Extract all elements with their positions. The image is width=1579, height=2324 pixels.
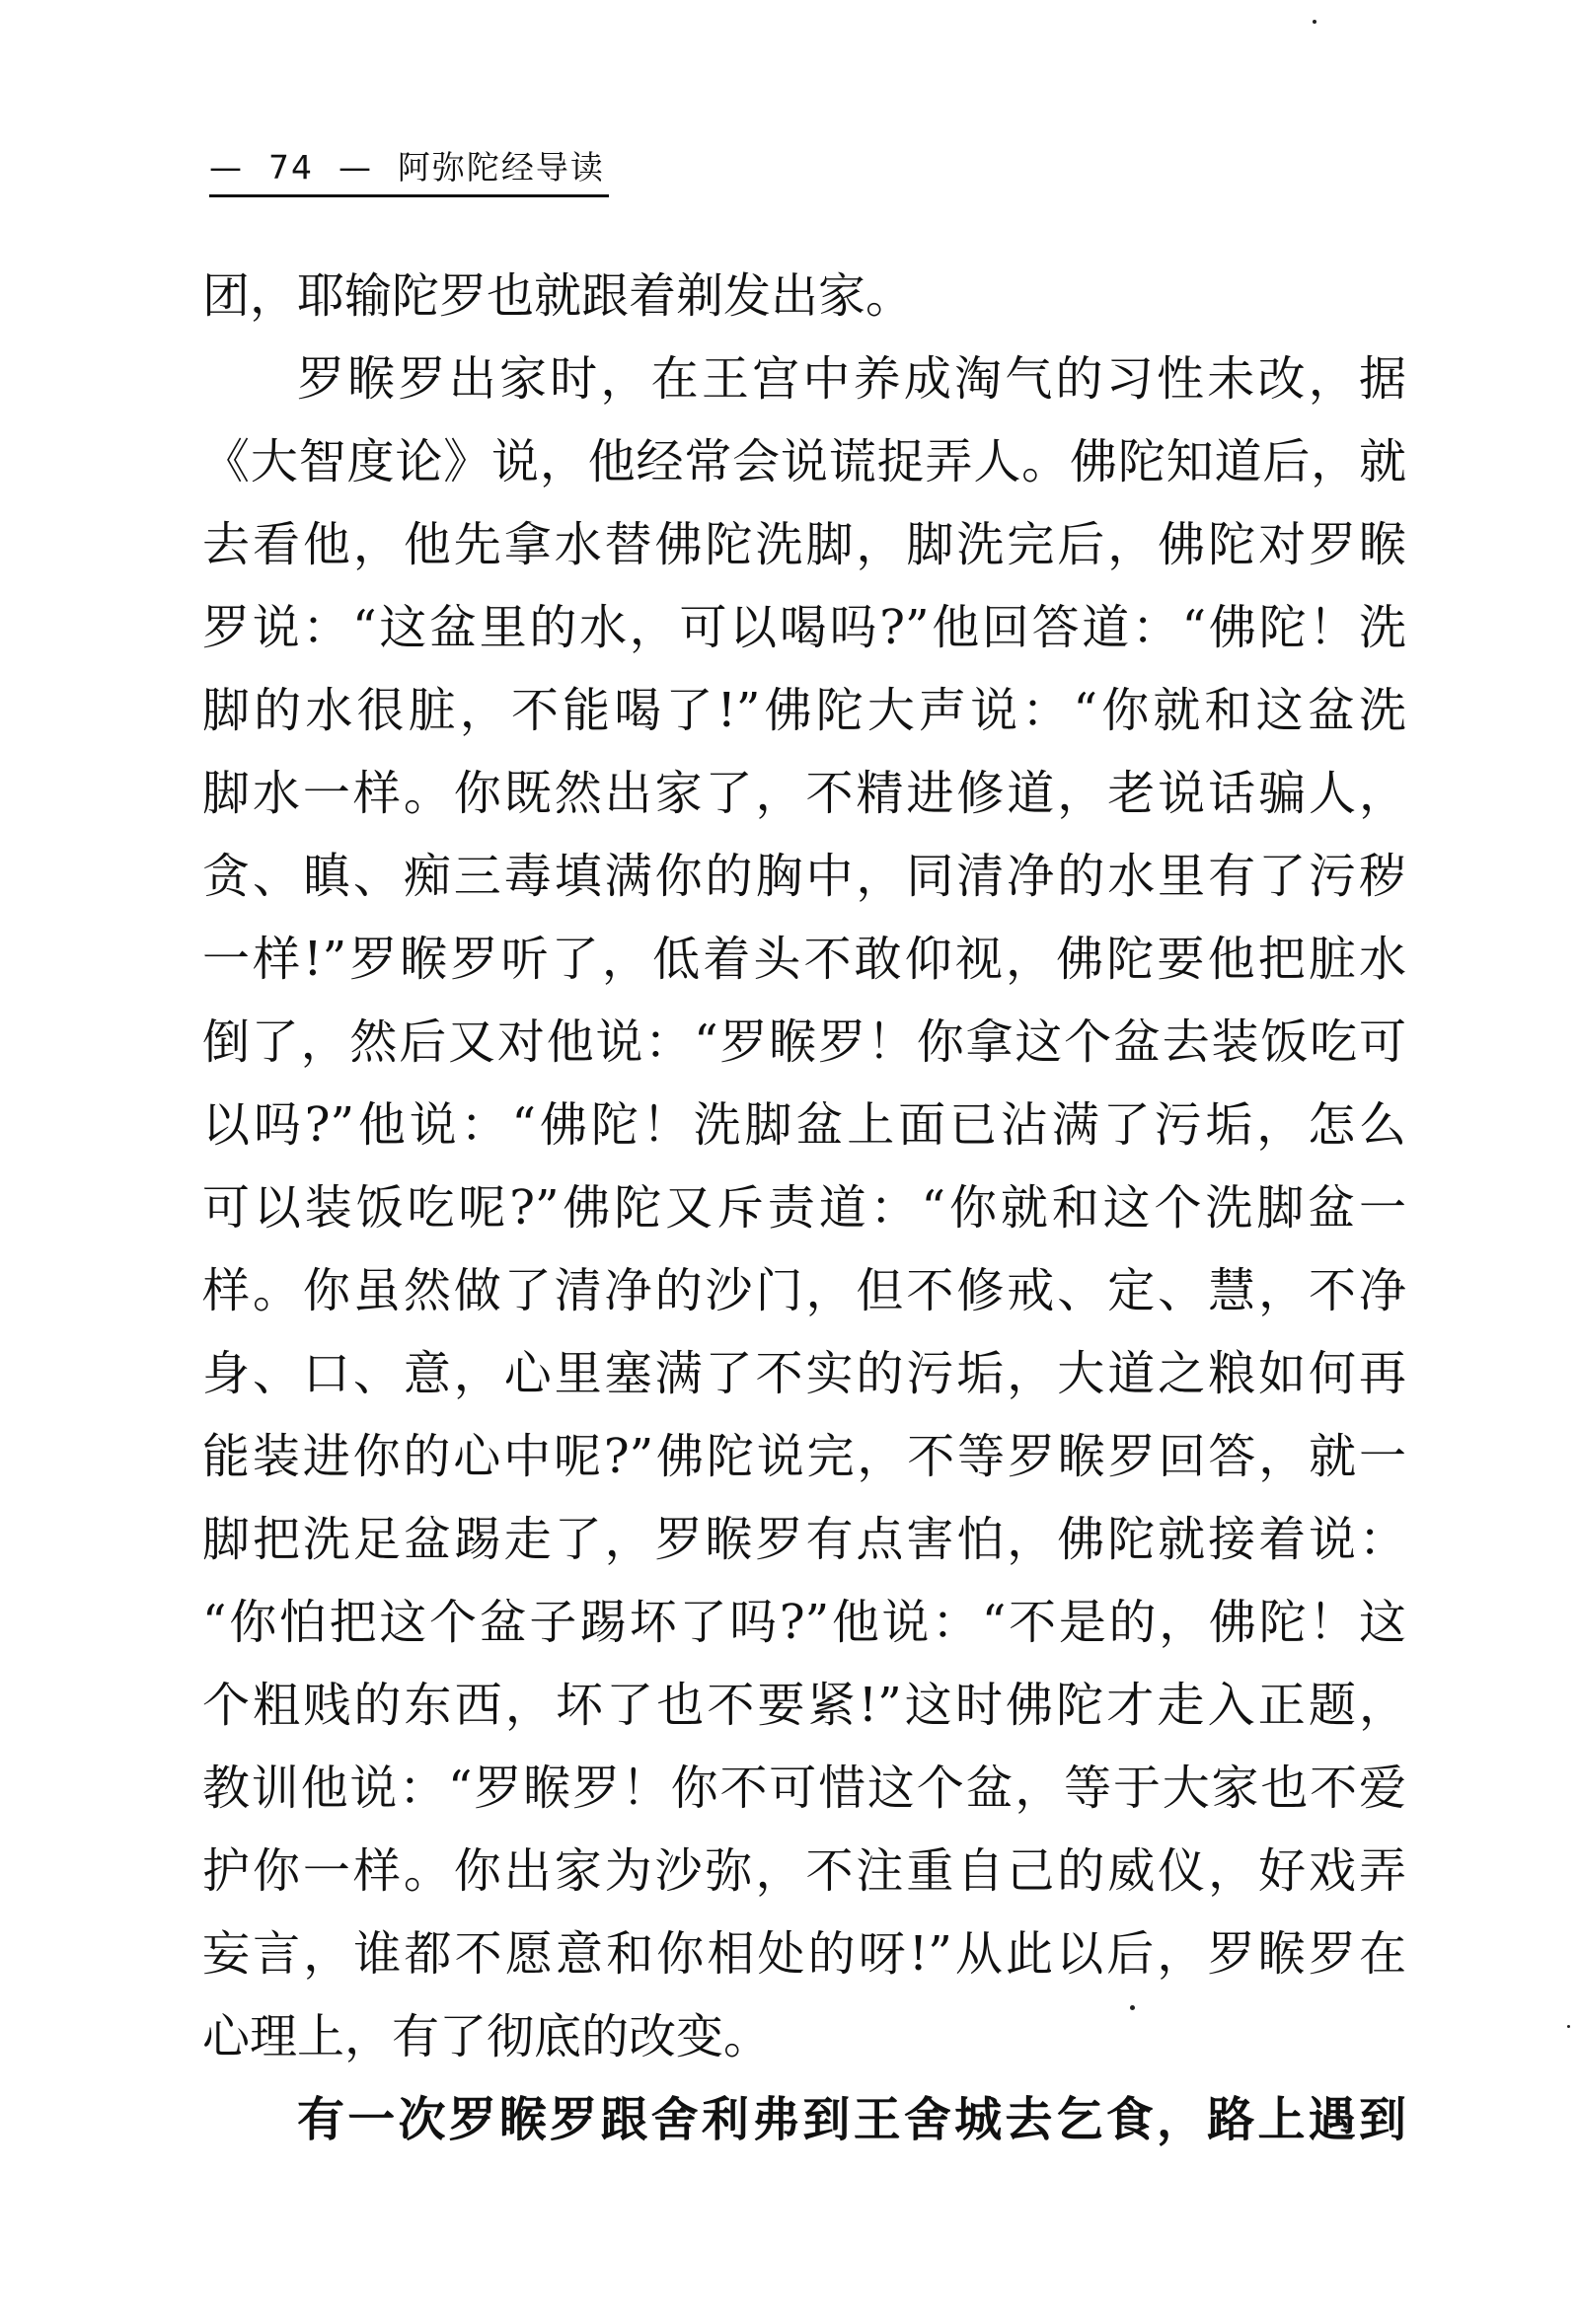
text-line: 贪、瞋、痴三毒填满你的胸中，同清净的水里有了污秽 xyxy=(202,849,1406,904)
header-rule xyxy=(209,194,609,197)
header-page-number-and-title: — 74 — 阿弥陀经导读 xyxy=(209,148,605,187)
running-header xyxy=(209,146,683,197)
text-line: 妄言，谁都不愿意和你相处的呀!”从此以后，罗睺罗在 xyxy=(202,1926,1406,1982)
text-line: 样。你虽然做了清净的沙门，但不修戒、定、慧，不净 xyxy=(202,1263,1406,1318)
text-line: 倒了，然后又对他说：“罗睺罗！你拿这个盆去装饭吃可 xyxy=(202,1014,1406,1070)
text-line: 护你一样。你出家为沙弥，不注重自己的威仪，好戏弄 xyxy=(202,1843,1406,1899)
text-line: 身、口、意，心里塞满了不实的污垢，大道之粮如何再 xyxy=(202,1346,1406,1401)
text-line: 能装进你的心中呢?”佛陀说完，不等罗睺罗回答，就一 xyxy=(202,1429,1406,1484)
text-line: 可以装饭吃呢?”佛陀又斥责道：“你就和这个洗脚盆一 xyxy=(202,1180,1406,1236)
text-line: “你怕把这个盆子踢坏了吗?”他说：“不是的，佛陀！这 xyxy=(202,1595,1406,1650)
text-line: 脚水一样。你既然出家了，不精进修道，老说话骗人， xyxy=(202,766,1406,821)
text-line: 一样!”罗睺罗听了，低着头不敢仰视，佛陀要他把脏水 xyxy=(202,932,1406,987)
text-line: 心理上，有了彻底的改变。 xyxy=(202,2009,772,2064)
text-line: 《大智度论》说，他经常会说谎捉弄人。佛陀知道后，就 xyxy=(202,434,1406,489)
text-line: 脚把洗足盆踢走了，罗睺罗有点害怕，佛陀就接着说： xyxy=(202,1512,1406,1567)
text-line: 个粗贱的东西，坏了也不要紧!”这时佛陀才走入正题， xyxy=(202,1678,1406,1733)
text-line: 脚的水很脏，不能喝了!”佛陀大声说：“你就和这盆洗 xyxy=(202,683,1406,738)
text-line: 有一次罗睺罗跟舍利弗到王舍城去乞食，路上遇到 xyxy=(297,2092,1406,2147)
scan-speck xyxy=(1130,2005,1135,2010)
text-line: 以吗?”他说：“佛陀！洗脚盆上面已沾满了污垢，怎么 xyxy=(202,1097,1406,1153)
text-line: 教训他说：“罗睺罗！你不可惜这个盆，等于大家也不爱 xyxy=(202,1761,1406,1816)
scan-speck xyxy=(1313,20,1316,24)
text-line: 去看他，他先拿水替佛陀洗脚，脚洗完后，佛陀对罗睺 xyxy=(202,517,1406,572)
text-line: 罗睺罗出家时，在王宫中养成淘气的习性未改，据 xyxy=(297,351,1406,407)
text-line: 团，耶输陀罗也就跟着剃发出家。 xyxy=(202,268,914,324)
scan-speck xyxy=(1567,2025,1570,2028)
text-line: 罗说：“这盆里的水，可以喝吗?”他回答道：“佛陀！洗 xyxy=(202,600,1406,655)
body-text xyxy=(202,255,1406,2161)
